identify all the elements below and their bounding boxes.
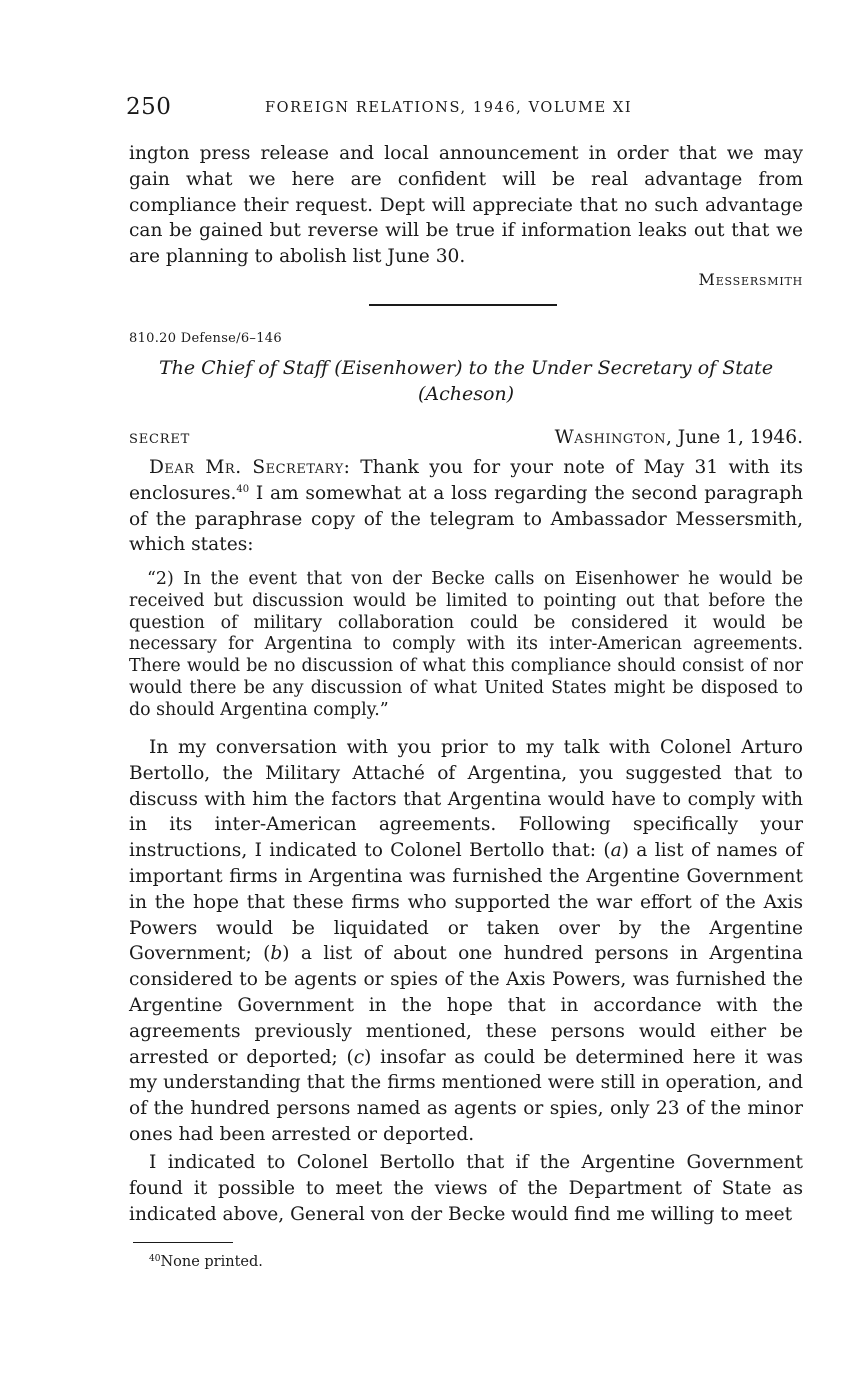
page-number: 250	[126, 94, 172, 120]
classification-label: SECRET	[129, 432, 191, 447]
heading-line-1: The Chief of Staff (Eisenhower) to the Under Secretary of State	[158, 357, 774, 379]
running-head	[126, 94, 803, 122]
footnote-divider	[133, 1242, 233, 1243]
item-letter-c: c	[353, 1046, 365, 1068]
letter-paragraph-3	[129, 735, 803, 1148]
footnote	[149, 1254, 263, 1270]
paragraph-1-text-a: : Thank you for your note of May 31 with its enclosures.	[129, 457, 804, 504]
salutation: Dear Mr. Secretary	[149, 457, 344, 478]
paragraph-3-text-b: ) a list of names of important firms in Argentina was furnished the Argentine Government in the hope that these firms who supported the war effort of the Axis Powers would be liquidated or taken over by the Argentine Government; (	[129, 840, 803, 965]
dateline	[129, 427, 803, 453]
letter-paragraph-1	[129, 455, 803, 558]
paragraph-1-text-b: I am somewhat at a loss regarding the second paragraph of the paraphrase copy of the telegram to Ambassador Messersmith, which states:	[129, 482, 803, 556]
paragraph-3-text-d: ) insofar as could be determined here it was my understanding that the firms mentioned were still in operation, and of the hundred persons named as agents or spies, only 23 of the minor ones had been arrested or deported.	[129, 1046, 803, 1145]
quoted-telegram: “2) In the event that von der Becke calls on Eisenhower he would be received but discussion would be limited to pointing out that before the question of military collaboration could be considered it would be necessary for Argentina to comply with its inter-American agreements. There would be no discussion of what this compliance should consist of nor would there be any discussion of what United States might be disposed to do should Argentina comply.”	[129, 569, 803, 720]
place: Washington	[554, 427, 666, 448]
item-letter-a: a	[610, 840, 622, 862]
paragraph-3-text-c: ) a list of about one hundred persons in Argentina considered to be agents or spies of the Axis Powers, was furnished the Argentine Government in the hope that in accordance with the agreements previously mentioned, these persons would either be arrested or deported; (	[129, 943, 803, 1068]
place-date	[555, 427, 803, 448]
date: , June 1, 1946.	[665, 427, 803, 448]
letter-paragraph-4: I indicated to Colonel Bertollo that if the Argentine Government found it possible to meet the views of the Department of State as indicated above, General von der Becke would find me willing to meet	[129, 1152, 803, 1225]
section-divider	[369, 304, 557, 306]
signature: Messersmith	[698, 270, 803, 289]
footnote-marker: 40	[236, 483, 250, 495]
paragraph-3-text-a: In my conversation with you prior to my talk with Colonel Arturo Bertollo, the Military Attaché of Argentina, you suggested that to discuss with him the factors that Argentina would have to comply with in its inter-American agreements. Following specifically your instructions, I indicated to Colonel Bertollo that: (	[129, 737, 803, 862]
continuation-paragraph: ington press release and local announcement in order that we may gain what we here are confident will be real advantage from compliance their request. Dept will appreciate that no such advantage can be gained but reverse will be true if information leaks out that we are planning to abolish list June 30.	[129, 143, 803, 268]
file-reference: 810.20 Defense/6–146	[129, 331, 282, 346]
footnote-text: None printed.	[160, 1254, 263, 1270]
heading-line-2: (Acheson)	[417, 383, 515, 405]
running-head-title: FOREIGN RELATIONS, 1946, VOLUME XI	[265, 100, 633, 116]
footnote-number: 40	[149, 1254, 161, 1264]
document-heading	[129, 355, 803, 407]
item-letter-b: b	[270, 943, 283, 965]
